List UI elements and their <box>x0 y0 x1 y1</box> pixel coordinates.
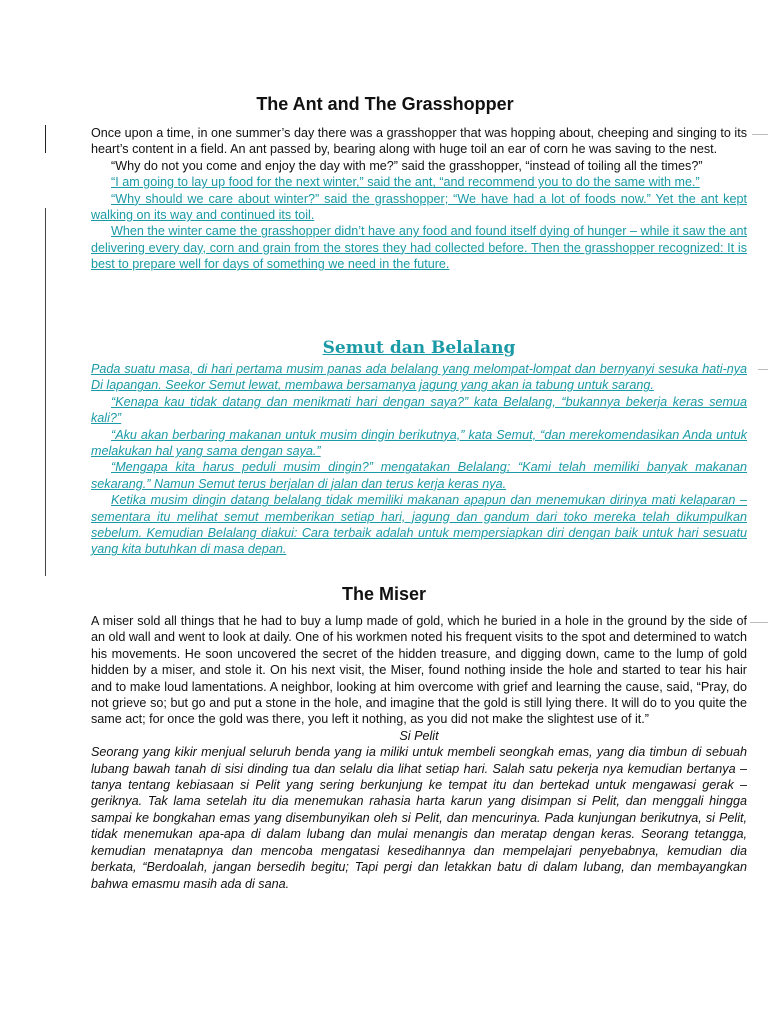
paragraph: Pada suatu masa, di hari pertama musim panas ada belalang yang melompat-lompat dan bernyanyi sesuka hati-nya Di lapangan. Seekor Semut lewat, membawa bersamanya jagung yang akan ia tabung untuk sarang. <box>91 362 747 393</box>
margin-tick <box>750 622 768 623</box>
paragraph: “Aku akan berbaring makanan untuk musim dingin berikutnya,” kata Semut, “dan merekomendasikan Anda untuk melakukan hal yang sama dengan saya.” <box>91 427 747 459</box>
paragraph: “Kenapa kau tidak datang dan menikmati hari dengan saya?” kata Belalang, “bukannya bekerja keras semua kali?” <box>91 394 747 426</box>
story-title-miser: The Miser <box>341 584 427 604</box>
paragraph: “Why do not you come and enjoy the day with me?” said the grasshopper, “instead of toiling all the times?” <box>111 158 703 173</box>
subtitle-si-pelit: Si Pelit <box>399 728 439 743</box>
margin-tick <box>758 369 768 370</box>
story-title-ant-grasshopper: The Ant and The Grasshopper <box>256 94 514 114</box>
story-body-english <box>91 125 747 273</box>
margin-tick <box>752 134 768 135</box>
paragraph: “I am going to lay up food for the next winter,” said the ant, “and recommend you to do the same with me.” <box>111 175 700 190</box>
paragraph: Once upon a time, in one summer’s day there was a grasshopper that was hopping about, cheeping and singing to its heart’s content in a field. An ant passed by, bearing along with huge toil an ear of corn he was saving to the nest. <box>91 126 747 157</box>
paragraph: Ketika musim dingin datang belalang tidak memiliki makanan apapun dan menemukan dirinya mati kelaparan – sementara itu melihat semut memberikan setiap hari, jagung dan gandum dari toko mereka telah dikumpulkan sebelum. Kemudian Belalang diakui: Cara terbaik adalah untuk mempersiapkan diri dengan baik untuk hari sesuatu yang kita butuhkan di masa depan. <box>91 493 747 557</box>
paragraph: A miser sold all things that he had to buy a lump made of gold, which he buried in a hole in the ground by the side of an old wall and went to look at daily. One of his workmen noted his frequent visits to the spot and determined to watch his movements. He soon uncovered the secret of the hidden treasure, and digging down, came to the lump of gold hidden by a miser, and stole it. On his next visit, the Miser, found nothing inside the hole and started to tear his hair and to make loud lamentations. A neighbor, looking at him overcome with grief and learning the cause, said, “Pray, do not grieve so; but go and put a stone in the hole, and imagine that the gold is still lying there. It will do to you quite the same act; for once the gold was there, you left it nothing, as you did not make the slightest use of it.” <box>91 614 747 727</box>
paragraph: “Mengapa kita harus peduli musim dingin?” mengatakan Belalang; “Kami telah memiliki banyak makanan sekarang.” Namun Semut terus berjalan di jalan dan terus kerja keras nya. <box>91 460 747 491</box>
margin-mark <box>45 208 46 576</box>
paragraph: “Why should we care about winter?” said the grasshopper; “We have had a lot of foods now.” Yet the ant kept walking on its way and continued its toil. <box>91 191 747 223</box>
story-body-indonesian <box>91 361 747 558</box>
paragraph: When the winter came the grasshopper didn’t have any food and found itself dying of hunger – while it saw the ant delivering every day, corn and grain from the stores they had collected before. Then the grasshopper recognized: It is best to prepare well for days of something we need in the future. <box>91 224 747 272</box>
story-title-semut-belalang: Semut dan Belalang <box>322 338 516 358</box>
paragraph: Seorang yang kikir menjual seluruh benda yang ia miliki untuk membeli seongkah emas, yang dia timbun di sebuah lubang bawah tanah di sisi dinding tua dan selalu dia lihat setiap hari. Salah satu pekerja nya kemudian bertanya – tanya tentang kebiasaan si Pelit yang sering berkunjung ke tempat itu dan bertekad untuk mengawasi gerak – geriknya. Tak lama setelah itu dia menemukan rahasia harta karun yang disimpan si Pelit, dan menggali hingga sampai ke bongkahan emas yang disembunyikan oleh si Pelit, dan mencurinya. Pada kunjungan berikutnya, si Pelit, tidak menemukan apa-apa di dalam lubang dan mulai menangis dan meratap dengan keras. Seorang tetangga, kemudian menatapnya dan mencoba mengatasi kesedihannya dan mempelajari penyebabnya, kemudian dia berkata, “Berdoalah, jangan bersedih begitu; Tapi pergi dan letakkan batu di dalam lubang, dan membayangkan bahwa emasmu masih ada di sana. <box>91 745 747 891</box>
margin-mark <box>45 125 46 153</box>
story-body-miser <box>91 613 747 892</box>
